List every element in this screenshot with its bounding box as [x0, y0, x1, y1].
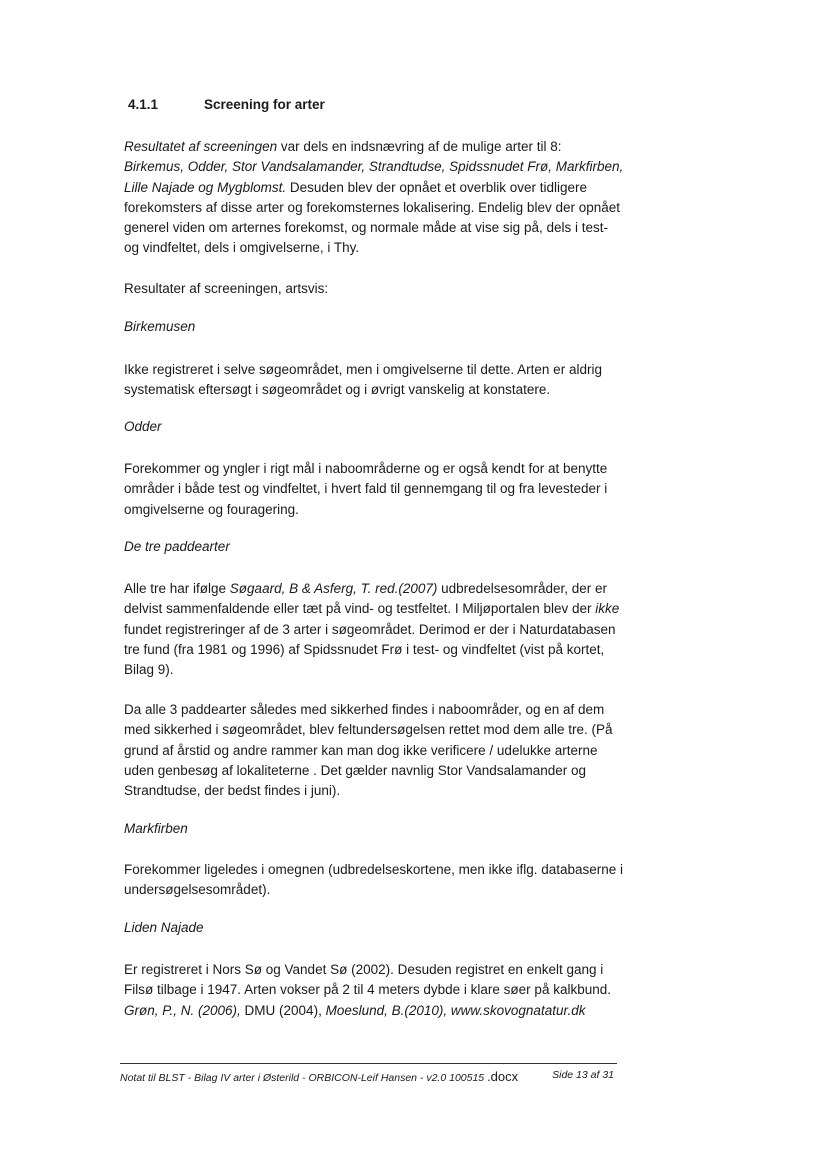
najade-ref-b: Moeslund, B.(2010), www.skovognatatur.dk: [325, 1002, 586, 1018]
intro-rest: Desuden blev der opnået et overblik over tidligere forekomsters af disse arter og forekomsternes lokalisering. Endelig blev der opnået generel viden om arternes forekomst, og normale måde at vise sig på, dels i test- og vindfeltet, dels i omgivelserne, i Thy.: [124, 179, 620, 256]
species-list: Birkemus, Odder, Stor Vandsalamander, Strandtudse, Spidssnudet Frø, Markfirben, Lille Najade og Mygblomst.: [124, 159, 624, 195]
footer-extension: .docx: [487, 1069, 519, 1084]
page-number: Side 13 af 31: [552, 1069, 614, 1081]
subheading-paddearter: De tre paddearter: [124, 539, 230, 554]
section-title: Screening for arter: [204, 97, 325, 112]
subheading-markfirben: Markfirben: [124, 821, 188, 836]
najade-text: Er registreret i Nors Sø og Vandet Sø (2002). Desuden registret en enkelt gang i Filsø tilbage i 1947. Arten vokser på 2 til 4 meters dybde i klare søer på kalkbund.: [124, 962, 611, 998]
subheading-birkemusen: Birkemusen: [124, 319, 196, 334]
paragraph-paddearter-2: Da alle 3 paddearter således med sikkerhed findes i naboområder, og en af dem med sikkerhed i søgeområdet, blev feltundersøgelsen rettet mod dem alle tre. (På grund af årstid og andre rammer kan man dog ikke verificere / udelukke arterne uden genbesøg af lokaliteterne . Det gælder navnlig Stor Vandsalamander og Strandtudse, der bedst findes i juni).: [124, 702, 613, 799]
subheading-odder: Odder: [124, 419, 162, 434]
padde-reference: Søgaard, B & Asferg, T. red.(2007): [229, 581, 438, 596]
padde-text-a: Alle tre har ifølge: [124, 581, 230, 596]
footer-text: Notat til BLST - Bilag IV arter i Østerild - ORBICON-Leif Hansen - v2.0 100515: [120, 1072, 488, 1084]
padde-text-c: fundet registreringer af de 3 arter i søgeområdet. Derimod er der i Naturdatabasen tre fund (fra 1981 og 1996) af Spidssnudet Frø i test- og vindfeltet (vist på kortet, Bilag 9).: [124, 621, 616, 678]
padde-text-b: udbredelsesområder, der er delvist sammenfaldende eller tæt på vind- og testfeltet. I Miljøportalen blev der: [124, 581, 607, 617]
intro-paragraph: [124, 137, 624, 259]
paragraph-birkemusen: Ikke registreret i selve søgeområdet, men i omgivelserne til dette. Arten er aldrig systematisk eftersøgt i søgeområdet og i øvrigt vanskelig at konstatere.: [124, 362, 602, 398]
paragraph-markfirben: Forekommer ligeledes i omegnen (udbredelseskortene, men ikke iflg. databaserne i undersøgelsesområdet).: [124, 862, 624, 898]
paragraph-odder: Forekommer og yngler i rigt mål i naboområderne og er også kendt for at benytte områder i både test og vindfeltet, i hvert fald til gennemgang til og fra levesteder i omgivelserne og fouragering.: [124, 461, 608, 517]
section-number: 4.1.1: [128, 97, 159, 112]
najade-ref-normal: DMU (2004),: [240, 1002, 326, 1018]
section-heading: [128, 97, 325, 112]
results-label: Resultater af screeningen, artsvis:: [124, 281, 329, 296]
subheading-najade: Liden Najade: [124, 920, 204, 935]
najade-ref-a: Grøn, P., N. (2006),: [124, 1002, 241, 1018]
footer-rule: [120, 1063, 617, 1064]
intro-lead-rest: var dels en indsnævring af de mulige arter til 8:: [277, 139, 562, 154]
paragraph-paddearter-1: [124, 579, 624, 680]
paragraph-najade: [124, 960, 624, 1021]
intro-lead: Resultatet af screeningen: [124, 139, 278, 154]
padde-ikke: ikke: [595, 601, 620, 617]
page-footer: [120, 1069, 620, 1084]
